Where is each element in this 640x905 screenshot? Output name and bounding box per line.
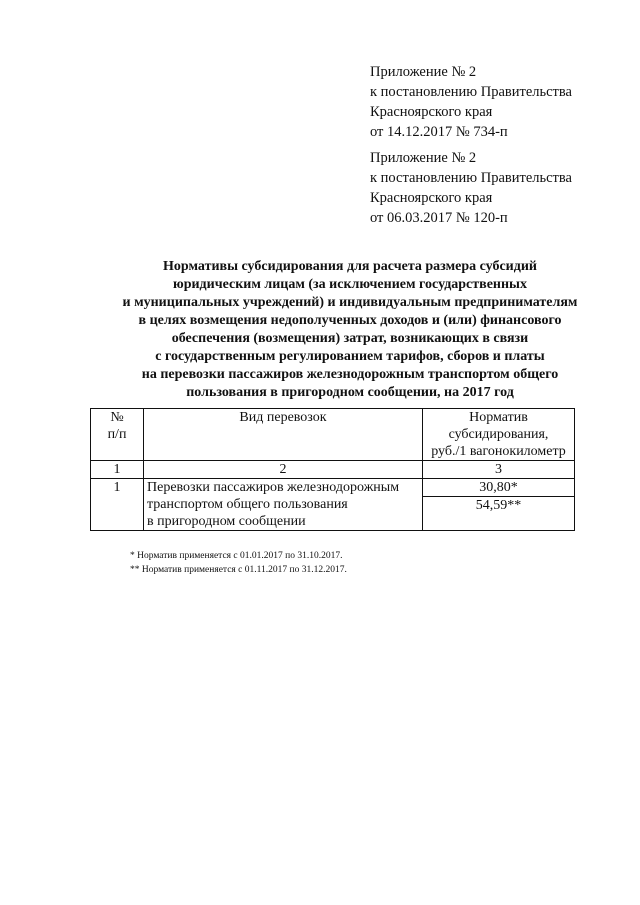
title-line: юридическим лицам (за исключением государственных (173, 277, 527, 292)
document-title (60, 258, 640, 402)
header-kind: Вид перевозок (144, 409, 423, 461)
footnote: ** Норматив применяется с 01.11.2017 по 31.12.2017. (130, 565, 347, 575)
norm-value-1: 30,80* (423, 479, 574, 497)
row-number: 1 (91, 479, 144, 531)
subsidy-norms-table (90, 408, 575, 531)
title-line: пользования в пригородном сообщении, на 2017 год (186, 385, 514, 400)
table-header-row (91, 409, 575, 461)
transport-kind-line: в пригородном сообщении (147, 514, 306, 529)
column-number-row (91, 461, 575, 479)
column-number: 1 (91, 461, 144, 479)
appendix-line: Приложение № 2 (370, 150, 477, 166)
header-num-line: п/п (107, 427, 127, 442)
footnotes (130, 549, 347, 577)
transport-kind-line: Перевозки пассажиров железнодорожным (147, 480, 400, 495)
appendix-line: от 14.12.2017 № 734-п (370, 124, 508, 140)
title-line: на перевозки пассажиров железнодорожным транспортом общего (141, 367, 559, 382)
appendix-line: Красноярского края (370, 190, 493, 206)
transport-kind-line: транспортом общего пользования (147, 497, 348, 512)
appendix-header-1 (370, 62, 572, 142)
norm-values (423, 479, 575, 531)
norm-value-2: 54,59** (475, 498, 522, 513)
header-norm (423, 409, 575, 461)
appendix-line: к постановлению Правительства (370, 84, 572, 100)
title-line: с государственным регулированием тарифов, сборов и платы (155, 349, 545, 364)
appendix-line: к постановлению Правительства (370, 170, 572, 186)
appendix-line: Красноярского края (370, 104, 493, 120)
title-line: и муниципальных учреждений) и индивидуальным предпринимателям (122, 295, 578, 310)
column-number: 3 (423, 461, 575, 479)
title-line: обеспечения (возмещения) затрат, возникающих в связи (171, 331, 529, 346)
header-num (91, 409, 144, 461)
appendix-line: от 06.03.2017 № 120-п (370, 210, 508, 226)
title-line: в целях возмещения недополученных доходов и (или) финансового (138, 313, 562, 328)
table-row (91, 479, 575, 531)
title-line: Нормативы субсидирования для расчета размера субсидий (163, 259, 537, 274)
appendix-header-2 (370, 148, 572, 228)
header-norm-line: руб./1 вагонокилометр (431, 444, 566, 459)
header-num-line: № (110, 410, 124, 425)
appendix-line: Приложение № 2 (370, 64, 477, 80)
footnote: * Норматив применяется с 01.01.2017 по 31.10.2017. (130, 551, 343, 561)
transport-kind (144, 479, 423, 531)
column-number: 2 (144, 461, 423, 479)
header-norm-line: субсидирования, (448, 427, 549, 442)
header-norm-line: Норматив (469, 410, 528, 425)
